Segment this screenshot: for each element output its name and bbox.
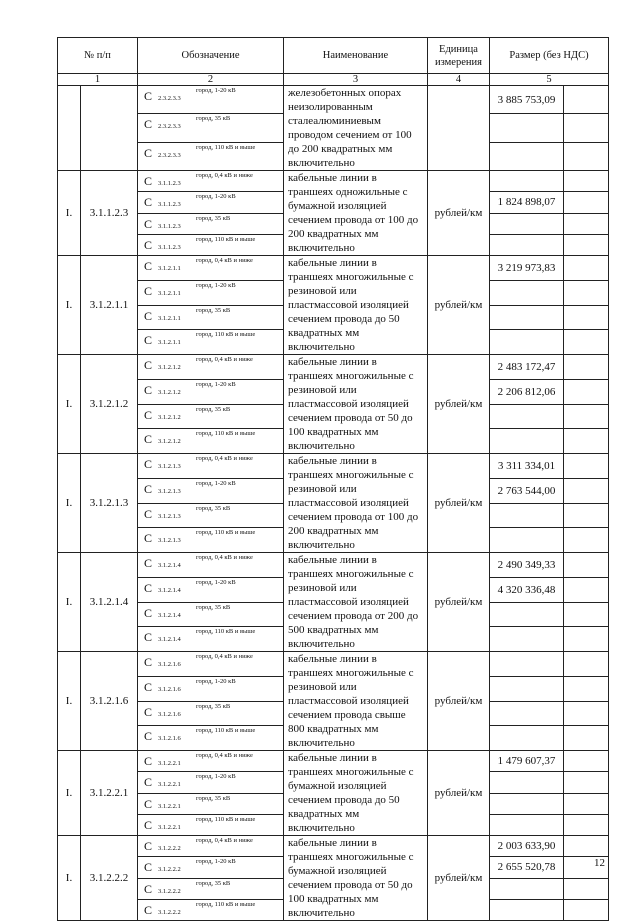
designation-voltage: город, 35 кВ [196,214,231,222]
designation-cell [138,305,284,330]
section-marker: I. [58,256,81,355]
price-extra-cell [564,171,609,192]
designation-voltage: город, 35 кВ [196,306,231,314]
item-name: кабельные линии в траншеях многожильные с бумажной изоляцией сечением провода от 50 до 100 квадратных мм включительно [284,836,428,921]
designation-code: 3.1.2.1.4 [158,636,181,644]
header-number: № п/п [58,38,138,74]
price-extra-cell [564,429,609,454]
designation-cell [138,478,284,503]
designation-cell [138,192,284,213]
item-name: кабельные линии в траншеях многожильные с резиновой или пластмассовой изоляцией сечением провода от 200 до 500 квадратных мм включительно [284,553,428,652]
price-extra-cell [564,86,609,114]
designation-voltage: город, 110 кВ и выше [196,900,256,908]
designation-letter: С [144,580,153,595]
section-marker: I. [58,652,81,751]
designation-letter: С [144,89,153,103]
price-value [490,528,564,553]
price-extra-cell [564,379,609,404]
designation-voltage: город, 0,4 кВ и ниже [196,653,253,660]
designation-cell [138,114,284,142]
item-name: кабельные линии в траншеях многожильные с бумажной изоляцией сечением провода до 50 квадратных мм включительно [284,751,428,836]
designation-letter: С [144,259,153,273]
column-number-5: 5 [490,74,609,86]
designation-voltage: город, 110 кВ и выше [196,815,256,823]
designation-letter: С [144,358,153,372]
section-marker: I. [58,454,81,553]
designation-cell [138,751,284,772]
item-code: 3.1.2.1.4 [81,553,138,652]
designation-code: 3.1.2.1.1 [158,289,181,297]
section-marker: I. [58,751,81,836]
designation-cell [138,429,284,454]
designation-cell [138,330,284,355]
designation-code: 2.3.2.3.3 [158,95,181,102]
price-extra-cell [564,404,609,429]
designation-voltage: город, 1-20 кВ [196,578,236,586]
designation-cell [138,652,284,677]
designation-cell [138,602,284,627]
designation-voltage: город, 0,4 кВ и ниже [196,356,253,363]
price-extra-cell [564,751,609,772]
designation-code: 3.1.2.2.1 [158,760,181,767]
price-extra-cell [564,503,609,528]
header-unit: Единица измерения [428,38,490,74]
header-designation: Обозначение [138,38,284,74]
unit-cell: рублей/км [428,355,490,454]
designation-code: 3.1.2.1.1 [158,265,181,272]
price-extra-cell [564,234,609,255]
price-value [490,701,564,726]
designation-code: 3.1.2.1.2 [158,364,181,371]
price-extra-cell [564,213,609,234]
price-value: 2 490 349,33 [490,553,564,578]
price-extra-cell [564,330,609,355]
designation-letter: С [144,775,153,790]
price-extra-cell [564,305,609,330]
price-value [490,213,564,234]
designation-letter: С [144,531,153,546]
designation-voltage: город, 1-20 кВ [196,281,236,289]
section-marker: I. [58,355,81,454]
column-number-1: 1 [58,74,138,86]
designation-voltage: город, 0,4 кВ и ниже [196,257,253,264]
price-extra-cell [564,553,609,578]
designation-voltage: город, 0,4 кВ и ниже [196,752,253,759]
table-row [58,355,609,380]
designation-letter: С [144,283,153,298]
price-value [490,114,564,142]
item-code: 3.1.2.2.1 [81,751,138,836]
unit-cell: рублей/км [428,751,490,836]
price-extra-cell [564,793,609,814]
designation-letter: С [144,605,153,620]
designation-letter: С [144,679,153,694]
price-value [490,429,564,454]
designation-cell [138,857,284,878]
table-row [58,86,609,114]
designation-voltage: город, 110 кВ и выше [196,529,256,537]
price-value [490,330,564,355]
designation-code: 3.1.2.1.2 [158,438,181,446]
price-value: 4 320 336,48 [490,577,564,602]
designation-letter: С [144,457,153,471]
price-extra-cell [564,878,609,899]
designation-voltage: город, 0,4 кВ и ниже [196,837,253,844]
designation-cell [138,627,284,652]
item-name: кабельные линии в траншеях многожильные с резиновой или пластмассовой изоляцией сечением провода от 100 до 200 квадратных мм включительно [284,454,428,553]
designation-code: 3.1.2.1.1 [158,314,181,322]
price-extra-cell [564,192,609,213]
designation-code: 3.1.2.1.4 [158,586,181,594]
price-extra-cell [564,142,609,170]
designation-code: 3.1.2.2.2 [158,887,181,895]
designation-letter: С [144,237,153,252]
price-value [490,793,564,814]
designation-voltage: город, 1-20 кВ [196,479,236,487]
designation-letter: С [144,839,153,853]
designation-code: 3.1.2.1.6 [158,685,181,693]
designation-letter: С [144,817,153,832]
item-code: 3.1.1.2.3 [81,171,138,256]
designation-voltage: город, 110 кВ и выше [196,430,256,438]
designation-code: 2.3.2.3.3 [158,123,181,131]
price-extra-cell [564,478,609,503]
price-extra-cell [564,701,609,726]
designation-code: 3.1.2.1.6 [158,735,181,743]
designation-letter: С [144,729,153,744]
designation-voltage: город, 1-20 кВ [196,858,236,866]
header-size: Размер (без НДС) [490,38,609,74]
designation-cell [138,836,284,857]
designation-letter: С [144,796,153,811]
table-row [58,171,609,192]
price-extra-cell [564,256,609,281]
designation-cell [138,676,284,701]
designation-code: 3.1.1.2.3 [158,180,181,187]
designation-code: 3.1.2.2.2 [158,908,181,916]
designation-code: 3.1.2.2.1 [158,823,181,831]
designation-letter: С [144,145,153,160]
price-value [490,305,564,330]
designation-letter: С [144,308,153,323]
designation-cell [138,86,284,114]
price-value: 2 003 633,90 [490,836,564,857]
price-extra-cell [564,676,609,701]
item-code: 3.1.2.1.3 [81,454,138,553]
designation-letter: С [144,216,153,231]
price-extra-cell [564,726,609,751]
designation-voltage: город, 35 кВ [196,702,231,710]
price-value [490,280,564,305]
designation-voltage: город, 0,4 кВ и ниже [196,172,253,179]
designation-letter: С [144,860,153,875]
designation-cell [138,280,284,305]
designation-code: 3.1.2.1.4 [158,611,181,619]
designation-letter: С [144,754,153,768]
designation-cell [138,379,284,404]
designation-code: 3.1.2.1.4 [158,562,181,569]
column-number-4: 4 [428,74,490,86]
price-value: 1 479 607,37 [490,751,564,772]
designation-letter: С [144,704,153,719]
table-row [58,553,609,578]
designation-code: 3.1.2.1.2 [158,388,181,396]
designation-cell [138,772,284,793]
designation-cell [138,553,284,578]
designation-cell [138,726,284,751]
section-marker [58,86,81,171]
designation-code: 3.1.1.2.3 [158,243,181,251]
unit-cell: рублей/км [428,836,490,921]
designation-voltage: город, 1-20 кВ [196,193,236,201]
price-extra-cell [564,772,609,793]
price-value: 2 206 812,06 [490,379,564,404]
designation-code: 3.1.2.1.2 [158,413,181,421]
item-code: 3.1.2.1.1 [81,256,138,355]
price-value: 1 824 898,07 [490,192,564,213]
designation-letter: С [144,407,153,422]
unit-cell: рублей/км [428,553,490,652]
unit-cell: рублей/км [428,652,490,751]
unit-cell: рублей/км [428,256,490,355]
designation-code: 2.3.2.3.3 [158,151,181,159]
section-marker: I. [58,553,81,652]
designation-cell [138,701,284,726]
designation-letter: С [144,117,153,132]
price-extra-cell [564,114,609,142]
designation-cell [138,454,284,479]
item-name: кабельные линии в траншеях многожильные с резиновой или пластмассовой изоляцией сечением провода свыше 800 квадратных мм включительно [284,652,428,751]
designation-code: 3.1.1.2.3 [158,201,181,209]
unit-cell: рублей/км [428,454,490,553]
designation-voltage: город, 35 кВ [196,405,231,413]
designation-letter: С [144,630,153,645]
price-extra-cell [564,652,609,677]
designation-letter: С [144,382,153,397]
price-value [490,627,564,652]
designation-letter: С [144,481,153,496]
designation-voltage: город, 35 кВ [196,879,231,887]
price-extra-cell [564,899,609,920]
designation-cell [138,171,284,192]
price-value [490,899,564,920]
price-value: 3 885 753,09 [490,86,564,114]
price-extra-cell [564,454,609,479]
table-row [58,454,609,479]
designation-letter: С [144,556,153,570]
price-extra-cell [564,280,609,305]
designation-cell [138,577,284,602]
designation-cell [138,142,284,170]
column-number-3: 3 [284,74,428,86]
price-value [490,772,564,793]
price-value [490,404,564,429]
designation-code: 3.1.2.1.1 [158,339,181,347]
designation-code: 3.1.2.1.3 [158,537,181,545]
item-code: 3.1.2.2.2 [81,836,138,921]
price-extra-cell [564,814,609,835]
item-code [81,86,138,171]
tariff-table [57,37,609,921]
designation-letter: С [144,506,153,521]
price-extra-cell [564,602,609,627]
column-number-2: 2 [138,74,284,86]
designation-voltage: город, 1-20 кВ [196,380,236,388]
price-value: 2 483 172,47 [490,355,564,380]
designation-code: 3.1.2.2.1 [158,802,181,810]
unit-cell [428,86,490,171]
designation-cell [138,404,284,429]
price-extra-cell [564,627,609,652]
designation-letter: С [144,174,153,188]
section-marker: I. [58,836,81,921]
price-extra-cell [564,577,609,602]
designation-cell [138,528,284,553]
table-row [58,751,609,772]
designation-voltage: город, 0,4 кВ и ниже [196,455,253,462]
price-value: 3 311 334,01 [490,454,564,479]
designation-voltage: город, 1-20 кВ [196,773,236,781]
item-name: кабельные линии в траншеях одножильные с бумажной изоляцией сечением провода от 100 до 200 квадратных мм включительно [284,171,428,256]
designation-cell [138,213,284,234]
designation-voltage: город, 110 кВ и выше [196,727,256,735]
designation-code: 3.1.2.1.3 [158,512,181,520]
price-value [490,814,564,835]
designation-cell [138,878,284,899]
price-extra-cell [564,355,609,380]
designation-voltage: город, 110 кВ и выше [196,143,256,151]
designation-voltage: город, 35 кВ [196,794,231,802]
designation-code: 3.1.2.2.1 [158,781,181,789]
price-value: 2 655 520,78 [490,857,564,878]
designation-cell [138,899,284,920]
designation-code: 3.1.2.1.6 [158,710,181,718]
table-row [58,652,609,677]
table-row [58,836,609,857]
price-value [490,652,564,677]
price-value [490,676,564,701]
price-value [490,602,564,627]
designation-letter: С [144,881,153,896]
designation-letter: С [144,432,153,447]
designation-code: 3.1.2.2.2 [158,845,181,852]
designation-voltage: город, 110 кВ и выше [196,628,256,636]
price-value [490,171,564,192]
price-value [490,503,564,528]
header-name: Наименование [284,38,428,74]
designation-cell [138,355,284,380]
designation-code: 3.1.1.2.3 [158,222,181,230]
table-row [58,256,609,281]
item-code: 3.1.2.1.6 [81,652,138,751]
item-name: кабельные линии в траншеях многожильные с резиновой или пластмассовой изоляцией сечением провода до 50 квадратных мм включительно [284,256,428,355]
price-extra-cell [564,836,609,857]
designation-cell [138,503,284,528]
price-value [490,234,564,255]
designation-voltage: город, 35 кВ [196,504,231,512]
designation-code: 3.1.2.1.3 [158,463,181,470]
item-name: железобетонных опорах неизолированным сталеалюминиевым проводом сечением от 100 до 200 квадратных мм включительно [284,86,428,171]
designation-code: 3.1.2.1.3 [158,487,181,495]
price-value [490,142,564,170]
designation-voltage: город, 1-20 кВ [196,87,236,94]
designation-voltage: город, 35 кВ [196,115,231,123]
price-value: 2 763 544,00 [490,478,564,503]
designation-voltage: город, 1-20 кВ [196,677,236,685]
designation-code: 3.1.2.2.2 [158,866,181,874]
price-value [490,878,564,899]
designation-letter: С [144,195,153,210]
item-code: 3.1.2.1.2 [81,355,138,454]
designation-letter: С [144,333,153,348]
unit-cell: рублей/км [428,171,490,256]
designation-code: 3.1.2.1.6 [158,661,181,668]
designation-voltage: город, 110 кВ и выше [196,235,256,243]
designation-cell [138,234,284,255]
designation-cell [138,256,284,281]
designation-letter: С [144,655,153,669]
designation-voltage: город, 0,4 кВ и ниже [196,554,253,561]
page-number: 12 [594,857,605,869]
designation-cell [138,814,284,835]
price-value: 3 219 973,83 [490,256,564,281]
designation-voltage: город, 35 кВ [196,603,231,611]
designation-cell [138,793,284,814]
price-extra-cell [564,528,609,553]
section-marker: I. [58,171,81,256]
designation-letter: С [144,902,153,917]
item-name: кабельные линии в траншеях многожильные с резиновой или пластмассовой изоляцией сечением провода от 50 до 100 квадратных мм включительно [284,355,428,454]
designation-voltage: город, 110 кВ и выше [196,331,256,339]
price-value [490,726,564,751]
